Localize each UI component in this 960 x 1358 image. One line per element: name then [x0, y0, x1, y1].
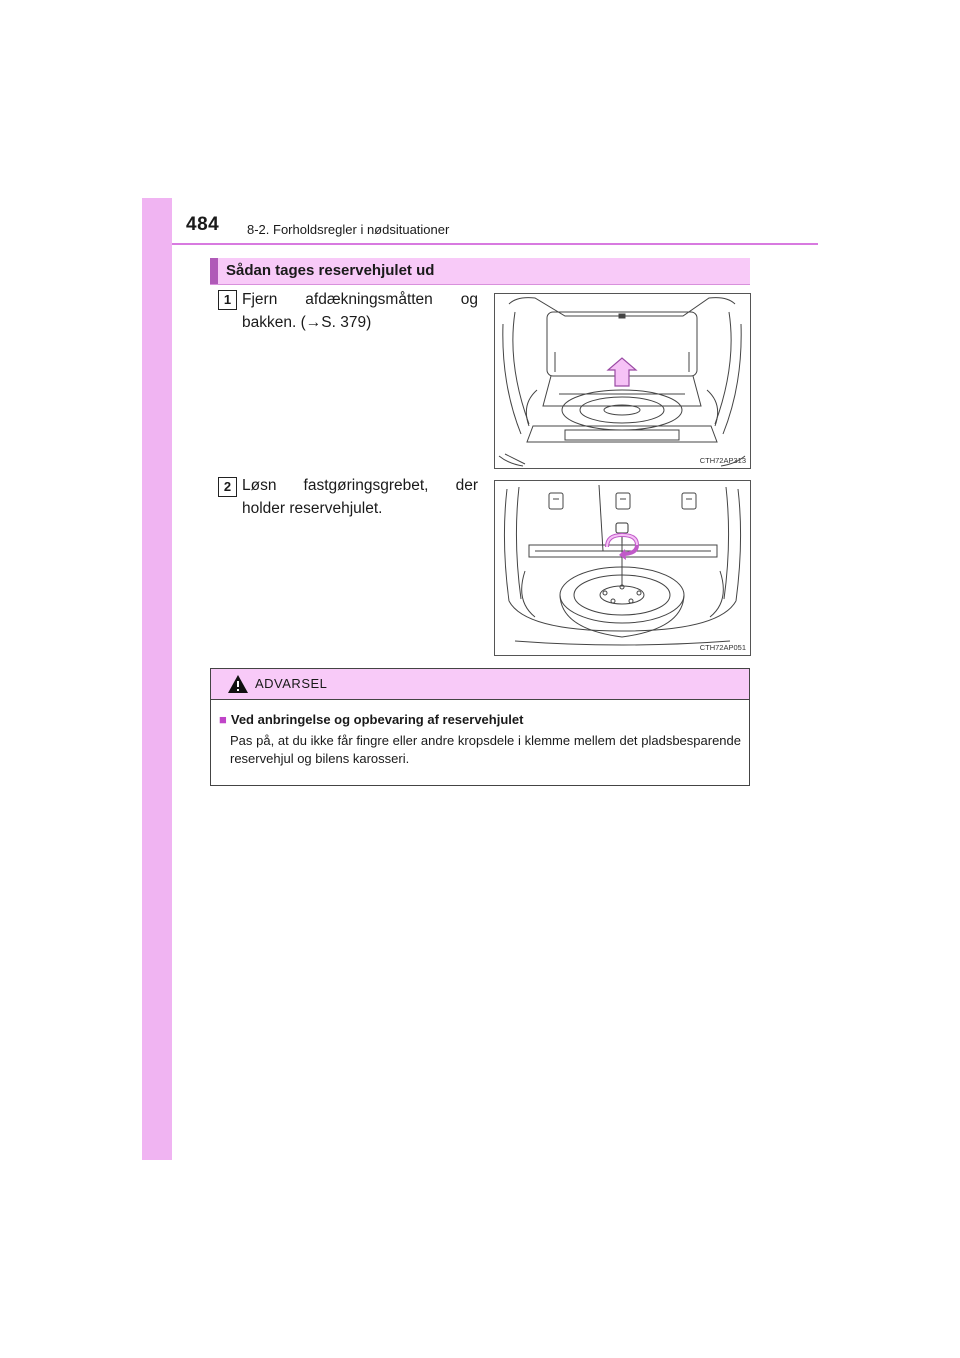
figure-spare-wheel [494, 480, 751, 656]
step-number-1: 1 [218, 290, 237, 310]
section-heading-bar [210, 258, 750, 285]
page-number: 484 [186, 214, 220, 235]
header-rule [172, 243, 818, 245]
step-2-line-1: Løsn fastgøringsgrebet, der [242, 477, 478, 494]
square-bullet-icon: ■ [219, 712, 227, 727]
section-title: 8-2. Forholdsregler i nødsituationer [247, 222, 450, 237]
step-1-line-2: bakken. (→S. 379) [242, 314, 372, 331]
warning-label: ADVARSEL [255, 676, 328, 691]
spare-wheel-illustration [495, 481, 750, 655]
warning-box [210, 668, 750, 786]
step-2-line-2: holder reservehjulet. [242, 500, 383, 517]
lift-arrow-icon [608, 358, 636, 386]
warning-triangle-icon [227, 674, 249, 694]
figure-code-1: CTH72AP313 [699, 456, 746, 465]
step-1-line-1: Fjern afdækningsmåtten og [242, 291, 478, 308]
warning-subheading [219, 712, 741, 727]
step-number-2: 2 [218, 477, 237, 497]
section-heading: Sådan tages reservehjulet ud [226, 262, 435, 279]
trunk-illustration [495, 294, 750, 468]
step-text-1 [242, 288, 478, 334]
warning-body [211, 700, 749, 768]
heading-accent [210, 258, 218, 284]
figure-code-2: CTH72AP051 [699, 643, 746, 652]
warning-subheading-text: Ved anbringelse og opbevaring af reservehjulet [230, 712, 524, 727]
step-text-2 [242, 474, 478, 520]
warning-header [211, 669, 749, 700]
warning-text: Pas på, at du ikke får fingre eller andre kropsdele i klemme mellem det pladsbesparende reservehjul og bilens karosseri. [230, 733, 741, 766]
side-color-band [142, 198, 172, 1160]
figure-trunk-cover [494, 293, 751, 469]
